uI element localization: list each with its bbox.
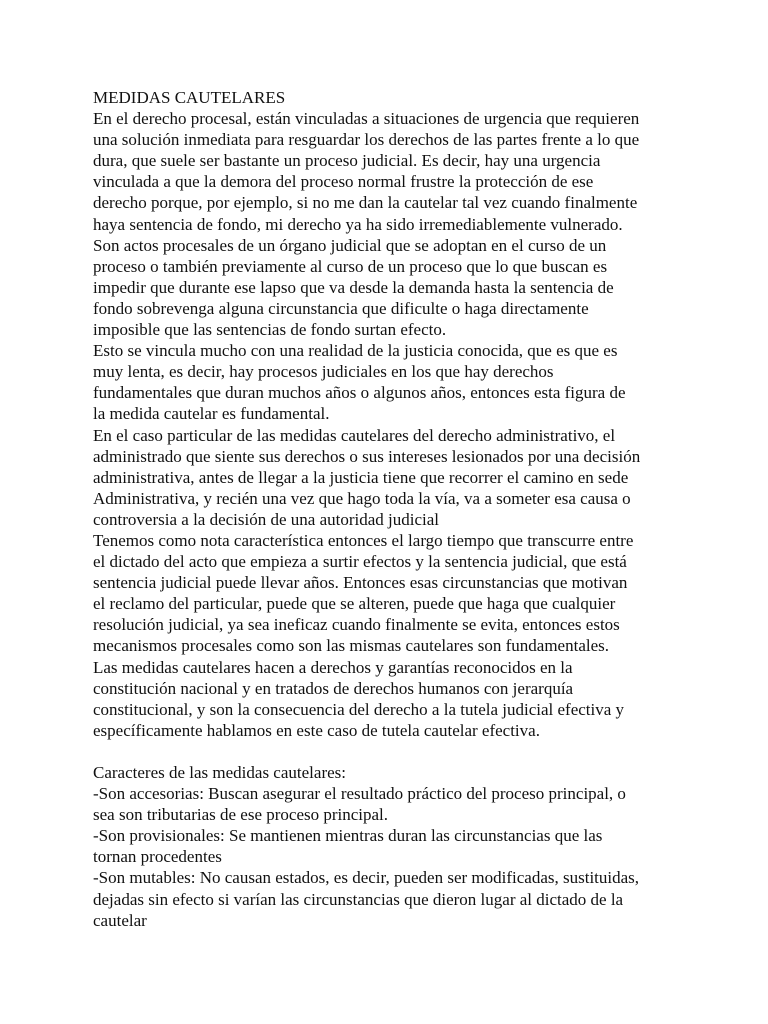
text-line: Las medidas cautelares hacen a derechos y garantías reconocidos en la — [93, 657, 573, 677]
characters-heading — [93, 762, 683, 783]
text-line: haya sentencia de fondo, mi derecho ya ha sido irremediablemente vulnerado. — [93, 214, 623, 234]
text-line: constitución nacional y en tratados de derechos humanos con jerarquía — [93, 678, 574, 698]
blank-line — [93, 741, 683, 762]
paragraph-derecho-administrativo — [93, 425, 683, 530]
text-line: específicamente hablamos en este caso de tutela cautelar efectiva. — [93, 720, 540, 740]
paragraph-urgencia — [93, 108, 683, 235]
text-line: el dictado del acto que empieza a surtir efectos y la sentencia judicial, que está — [93, 552, 627, 572]
text-line: imposible que las sentencias de fondo surtan efecto. — [93, 320, 447, 340]
text-line: sentencia judicial puede llevar años. Entonces esas circunstancias que motivan — [93, 573, 628, 593]
text-line: la medida cautelar es fundamental. — [93, 404, 330, 424]
text-line: vinculada a que la demora del proceso normal frustre la protección de ese — [93, 172, 594, 192]
text-line: derecho porque, por ejemplo, si no me dan la cautelar tal vez cuando finalmente — [93, 193, 638, 213]
text-line: Esto se vincula mucho con una realidad de la justicia conocida, que es que es — [93, 341, 618, 361]
text-line: impedir que durante ese lapso que va desde la demanda hasta la sentencia de — [93, 277, 614, 297]
text-line: mecanismos procesales como son las mismas cautelares son fundamentales. — [93, 636, 609, 656]
text-line: -Son accesorias: Buscan asegurar el resultado práctico del proceso principal, o — [93, 784, 626, 804]
text-line: fundamentales que duran muchos años o algunos años, entonces esta figura de — [93, 383, 626, 403]
text-line: Son actos procesales de un órgano judicial que se adoptan en el curso de un — [93, 235, 607, 255]
text-line: En el caso particular de las medidas cautelares del derecho administrativo, el — [93, 425, 616, 445]
text-line: sea son tributarias de ese proceso principal. — [93, 805, 389, 825]
document-page — [93, 87, 683, 931]
text-line: resolución judicial, ya sea ineficaz cuando finalmente se evita, entonces estos — [93, 615, 620, 635]
text-line: -Son provisionales: Se mantienen mientras duran las circunstancias que las — [93, 826, 603, 846]
text-line: controversia a la decisión de una autoridad judicial — [93, 509, 440, 529]
text-line: fondo sobrevenga alguna circunstancia que dificulte o haga directamente — [93, 298, 589, 318]
text-line: En el derecho procesal, están vinculadas a situaciones de urgencia que requieren — [93, 109, 640, 129]
title-line: MEDIDAS CAUTELARES — [93, 88, 286, 107]
paragraph-actos-procesales — [93, 235, 683, 340]
text-line: Tenemos como nota característica entonces el largo tiempo que transcurre entre — [93, 530, 634, 550]
text-line: muy lenta, es decir, hay procesos judiciales en los que hay derechos — [93, 362, 554, 382]
text-line: tornan procedentes — [93, 847, 222, 867]
text-line: proceso o también previamente al curso de un proceso que lo que buscan es — [93, 256, 608, 276]
text-line: dura, que suele ser bastante un proceso judicial. Es decir, hay una urgencia — [93, 151, 601, 171]
text-line: -Son mutables: No causan estados, es decir, pueden ser modificadas, sustituidas, — [93, 868, 640, 888]
character-item-accesorias — [93, 783, 683, 825]
text-line: una solución inmediata para resguardar los derechos de las partes frente a lo que — [93, 130, 640, 150]
paragraph-justicia-lenta — [93, 340, 683, 424]
document-title — [93, 87, 683, 108]
paragraph-derechos-garantias — [93, 657, 683, 741]
text-line: cautelar — [93, 910, 147, 930]
paragraph-nota-caracteristica — [93, 530, 683, 657]
text-line: Administrativa, y recién una vez que hago toda la vía, va a someter esa causa o — [93, 488, 631, 508]
text-line: dejadas sin efecto si varían las circunstancias que dieron lugar al dictado de la — [93, 889, 624, 909]
heading-line: Caracteres de las medidas cautelares: — [93, 763, 346, 782]
text-line: el reclamo del particular, puede que se alteren, puede que haga que cualquier — [93, 594, 616, 614]
text-line: administrado que siente sus derechos o sus intereses lesionados por una decisión — [93, 446, 641, 466]
text-line: administrativa, antes de llegar a la justicia tiene que recorrer el camino en sede — [93, 467, 629, 487]
character-item-provisionales — [93, 825, 683, 867]
text-line: constitucional, y son la consecuencia del derecho a la tutela judicial efectiva y — [93, 699, 625, 719]
character-item-mutables — [93, 867, 683, 930]
